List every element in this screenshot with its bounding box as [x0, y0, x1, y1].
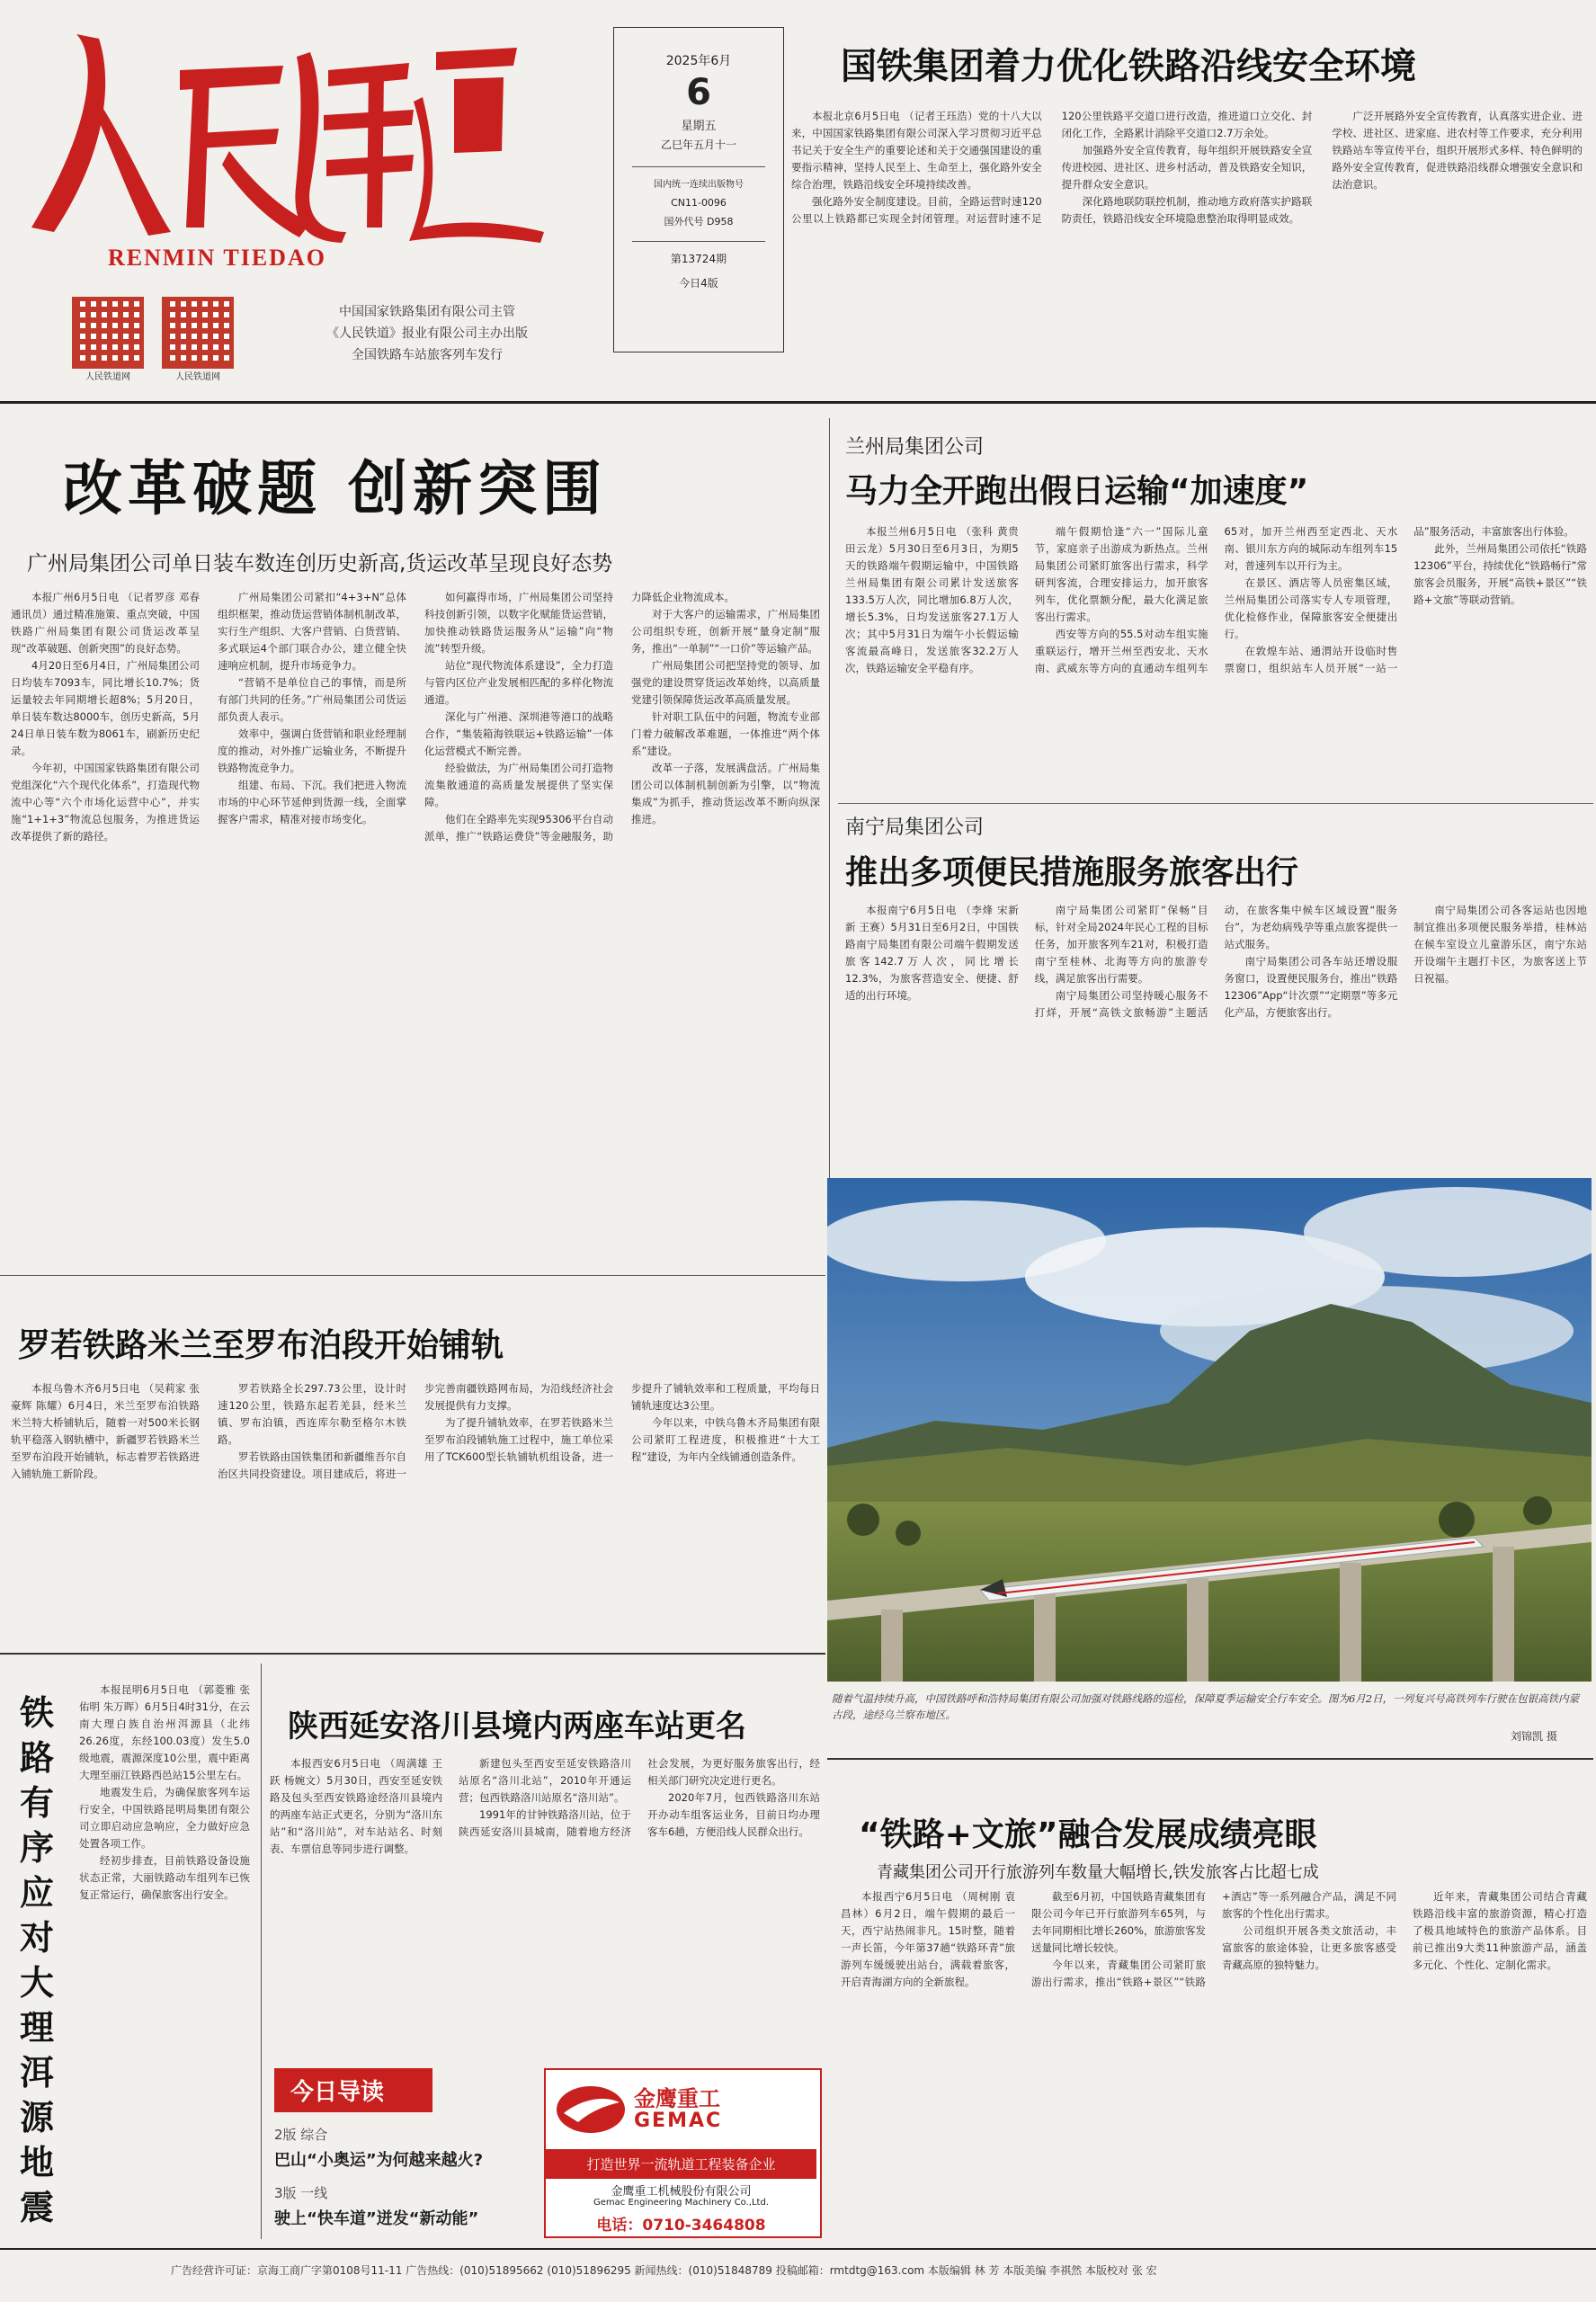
today-guide — [274, 2068, 535, 2235]
footer-rule — [0, 2248, 1596, 2250]
lanzhou-tag: 兰州局集团公司 — [845, 436, 985, 459]
section-rule — [0, 1653, 825, 1655]
qr-label: 人民铁道网 — [175, 372, 220, 382]
page-count: 今日4版 — [679, 277, 718, 290]
top-story-title: 国铁集团着力优化铁路沿线安全环境 — [841, 46, 1416, 87]
train-landscape-image — [827, 1178, 1592, 1682]
date-year-month: 2025年6月 — [665, 54, 732, 68]
luoruo-title: 罗若铁路米兰至罗布泊段开始铺轨 — [18, 1327, 504, 1364]
section-rule — [838, 803, 1593, 804]
gemac-ad[interactable] — [544, 2068, 822, 2238]
top-story-body: 本报北京6月5日电 （记者王珏浩）党的十八大以来，中国国家铁路集团有限公司深入学习贯彻习近平总书记关于安全生产的重要论述和关于交通强国建设的重要指示精神，坚持人民至上、生命至上，强化路外安全综合治理，铁路沿线安全环境持续改善。 强化路外安全制度建设。目前，全路运营时速120公里以上铁路都已实现全封闭管理。对运营时速不足120公里铁路平交道口进行改造，推进道口立交化、封闭化工作，全路累计消除平交道口2.7万余处。 加强路外安全宣传教育，每年组织开展铁路安全宣传进校园、进社区、进乡村活动，普及铁路安全知识，提升群众安全意识。 深化路地联防联控机制，推动地方政府落实护路联防责任，铁路沿线安全环境隐患整治取得明显成效。 广泛开展路外安全宣传教育，认真落实进企业、进学校、进社区、进家庭、进农村等工作要求，充分利用铁路站车等宣传平台，组织开展形式多样、特色鲜明的路外安全宣传教育，促进铁路沿线群众增强安全意识和法治意识。 — [791, 110, 1583, 225]
qr-code-icon — [162, 297, 234, 369]
guide-item[interactable] — [274, 2183, 535, 2229]
column-divider — [261, 1664, 262, 2239]
ad-brand-cn: 金鹰重工 — [634, 2086, 720, 2111]
code-label: 国内统一连续出版物号 — [654, 180, 744, 190]
issue-box — [613, 27, 784, 352]
ad-phone: 电话：0710-3464808 — [596, 2217, 766, 2235]
lead-story-subtitle: 广州局集团公司单日装车数连创历史新高,货运改革呈现良好态势 — [27, 552, 613, 576]
culture-title: “铁路+文旅”融合发展成绩亮眼 — [859, 1816, 1317, 1853]
quake-body: 本报昆明6月5日电 （郭菱雅 张佑明 朱万晖）6月5日4时31分，在云南大理白族自治州洱源县（北纬26.26度，东经100.03度）发生5.0级地震，震源深度10公里，震中距离大理至丽江铁路西邑站15公里左右。 地震发生后，为确保旅客列车运行安全，中国铁路昆明局集团有限公司立即启动应急响应，全力做好应急处置各项工作。 经初步排查，目前铁路设备设施状态正常，大丽铁路动车组列车已恢复正常运行，确保旅客出行安全。 — [79, 1683, 250, 1901]
luoruo-body: 本报乌鲁木齐6月5日电 （吴莉家 张豪辉 陈耀）6月4日，米兰至罗布泊铁路米兰特大桥铺轨后，随着一对500米长钢轨平稳落入钢轨槽中，新疆罗若铁路米兰至罗布泊段开始铺轨，标志着罗若铁路进入铺轨施工新阶段。 罗若铁路全长297.73公里，设计时速120公里，铁路东起若羌县，经米兰镇、罗布泊镇，西连库尔勒至格尔木铁路。 罗若铁路由国铁集团和新疆维吾尔自治区共同投资建设。项目建成后，将进一步完善南疆铁路网布局，为沿线经济社会发展提供有力支撑。 为了提升铺轨效率，在罗若铁路米兰至罗布泊段铺轨施工过程中，施工单位采用了TCK600型长轨铺轨机组设备，进一步提升了铺轨效率和工程质量，平均每日铺轨速度达3公里。 今年以来，中铁乌鲁木齐局集团有限公司紧盯工程进度，积极推进“十大工程”建设，为年内全线铺通创造条件。 — [11, 1382, 820, 1480]
ad-slogan: 打造世界一流轨道工程装备企业 — [546, 2149, 816, 2179]
eagle-logo-icon — [555, 2083, 627, 2137]
logo-pinyin: RENMIN TIEDAO — [108, 245, 326, 271]
culture-body: 本报西宁6月5日电 （周树刚 袁昌林）6月2日，端午假期的最后一天，西宁站热闹非凡。15时整，随着一声长笛，今年第37趟“铁路环青”旅游列车缓缓驶出站台，满载着旅客，开启青海湖方向的全新旅程。 截至6月初，中国铁路青藏集团有限公司今年已开行旅游列车65列，与去年同期相比增长260%，旅游旅客发送量同比增长较快。 今年以来，青藏集团公司紧盯旅游出行需求，推出“铁路+景区”“铁路+酒店”等一系列融合产品，满足不同旅客的个性化出行需求。 公司组织开展各类文旅活动，丰富旅客的旅途体验，让更多旅客感受青藏高原的独特魅力。 近年来，青藏集团公司结合青藏铁路沿线丰富的旅游资源，精心打造了极具地域特色的旅游产品体系。目前已推出9大类11种旅游产品，涵盖多元化、个性化、定制化需求。 — [841, 1890, 1587, 1988]
guide-item-text: 巴山“小奥运”为何越来越火? — [274, 2151, 484, 2170]
masthead — [0, 0, 1596, 403]
ad-brand-en: GEMAC — [634, 2110, 723, 2132]
photo-caption: 随着气温持续升高，中国铁路呼和浩特局集团有限公司加强对铁路线路的巡检，保障夏季运输安全行车安全。图为6月2日，一列复兴号高铁列车行驶在包银高铁内蒙古段，途经乌兰察布地区。 — [832, 1692, 1580, 1721]
logo-calligraphy — [13, 16, 553, 245]
lead-story-title: 改革破题 创新突围 — [63, 454, 607, 523]
masthead-rule — [0, 401, 1596, 404]
qr-code-icon — [72, 297, 144, 369]
lanzhou-body: 本报兰州6月5日电 （张科 黄贵 田云龙）5月30日至6月3日，为期5天的铁路端午假期运输中，中国铁路兰州局集团有限公司累计发送旅客133.5万人次，同比增加6.8万人次，增长5.3%，日均发送旅客27.1万人次；其中5月31日为端午小长假运输客流最高峰日，发送旅客32.2万人次，铁路运输安全平稳有序。 端午假期恰逢“六一”国际儿童节，家庭亲子出游成为新热点。兰州局集团公司紧盯旅客出行需求，科学研判客流，合理安排运力，加开旅客列车，优化票额分配，最大化满足旅客出行需求。 西安等方向的55.5对动车组实施重联运行，增开兰州至西安北、天水南、武威东等方向的直通动车组列车65对，加开兰州西至定西北、天水南、银川东方向的城际动车组列车15对，普速列车以开行为主。 在景区、酒店等人员密集区域，兰州局集团公司落实专人专项管理，优化检修作业，保障旅客安全便捷出行。 在敦煌车站、通渭站开设临时售票窗口，组织站车人员开展“一站一品”服务活动，丰富旅客出行体验。 此外，兰州局集团公司依托“铁路12306”平台，持续优化“铁路畅行”常旅客会员服务，开展“高铁+景区”“铁路+文旅”等联动营销。 — [845, 525, 1587, 674]
ad-company-en: Gemac Engineering Machinery Co.,Ltd. — [593, 2198, 769, 2208]
section-rule — [827, 1758, 1593, 1760]
train-photo — [827, 1178, 1592, 1682]
photo-credit: 刘锦凯 摄 — [1511, 1730, 1557, 1743]
lanzhou-title: 马力全开跑出假日运输“加速度” — [845, 473, 1309, 510]
footer-info: 广告经营许可证：京海工商广字第0108号11-11 广告热线：(010)51895662 (010)51896295 新闻热线：(010)51848789 投稿邮箱：rmtdtg@163.com 本版编辑 林 芳 本版美编 李祺然 本版校对 张 宏 — [171, 2264, 1157, 2277]
shaanxi-body: 本报西安6月5日电 （周满雄 王跃 杨婉文）5月30日，西安至延安铁路及包头至西安铁路途经洛川县境内的两座车站正式更名，分别为“洛川东站”和“洛川站”，对车站站名、时刻表、车票信息等同步进行调整。 新建包头至西安至延安铁路洛川站原名“洛川北站”，2010年开通运营；包西铁路洛川站原名“洛川站”。 1991年的甘钟铁路洛川站，位于陕西延安洛川县城南，随着地方经济社会发展，为更好服务旅客出行，经相关部门研究决定进行更名。 2020年7月，包西铁路洛川东站开办动车组客运业务，目前日均办理客车6趟，方便沿线人民群众出行。 — [270, 1757, 820, 1855]
date-day: 6 — [686, 72, 711, 113]
issue-number: 第13724期 — [670, 253, 727, 265]
section-rule — [0, 1275, 825, 1276]
guide-item-text: 驶上“快车道”迸发“新动能” — [274, 2209, 479, 2228]
nanning-title: 推出多项便民措施服务旅客出行 — [845, 854, 1299, 891]
cn-code: CN11-0096 — [671, 197, 727, 209]
lunar-date: 乙巳年五月十一 — [660, 138, 736, 151]
guide-item-page: 3版 一线 — [274, 2185, 328, 2201]
postal-code: 国外代号 D958 — [664, 216, 734, 228]
shaanxi-title: 陕西延安洛川县境内两座车站更名 — [288, 1709, 746, 1744]
guide-item-page: 2版 综合 — [274, 2127, 328, 2143]
nanning-tag: 南宁局集团公司 — [845, 816, 985, 839]
qr-label: 人民铁道网 — [85, 372, 130, 382]
nanning-body: 本报南宁6月5日电 （李烽 宋新新 王赛）5月31日至6月2日，中国铁路南宁局集团有限公司端午假期发送旅客142.7万人次，同比增长12.3%，为旅客营造安全、便捷、舒适的出行环境。 南宁局集团公司紧盯“保畅”目标，针对全局2024年民心工程的目标任务，加开旅客列车21对，积极打造南宁至桂林、北海等方向的旅游专线，满足旅客出行需要。 南宁局集团公司坚持暖心服务不打烊，开展“高铁文旅畅游”主题活动，在旅客集中候车区域设置“服务台”，为老幼病残孕等重点旅客提供一站式服务。 南宁局集团公司各车站还增设服务窗口，设置便民服务台，推出“铁路12306”App“计次票”“定期票”等多元化产品，方便旅客出行。 南宁局集团公司各客运站也因地制宜推出多项便民服务举措，桂林站在候车室设立儿童游乐区，南宁东站开设端午主题打卡区，为旅客送上节日祝福。 — [845, 904, 1587, 1019]
weekday: 星期五 — [681, 120, 717, 133]
lead-story-body: 本报广州6月5日电 （记者罗彦 邓春 通讯员）通过精准施策、重点突破，中国铁路广州局集团有限公司货运改革呈现“改革破题、创新突围”的良好态势。 4月20日至6月4日，广州局集团公司日均装车7093车，同比增长10.7%；货运量较去年同期增长超8%；5月20日，单日装车数达8000车，创历史新高，5月24日单日装车数为8061车，刷新历史纪录。 今年初，中国国家铁路集团有限公司党组深化“六个现代化体系”，打造现代物流中心等“六个市场化运营中心”，并实施“1+1+3”物流总包服务，为推进货运改革提供了新的路径。 广州局集团公司紧扣“4+3+N”总体组织框架，推动货运营销体制机制改革，实行生产组织、大客户营销、白货营销、多式联运4个部门联合办公，建立健全快速响应机制，提升市场竞争力。 “营销不是单位自己的事情，而是所有部门共同的任务。”广州局集团公司货运部负责人表示。 效率中，强调白货营销和职业经理制度的推动，对外推广运输业务，不断提升铁路物流竞争力。 组建、布局、下沉。我们把进入物流市场的中心环节延伸到货源一线，全面掌握客户需求，精准对接市场变化。 如何赢得市场，广州局集团公司坚持科技创新引领，以数字化赋能货运营销，加快推动铁路货运服务从“运输”向“物流”转型升级。 站位“现代物流体系建设”，全力打造与管内区位产业发展相匹配的多样化物流通道。 深化与广州港、深圳港等港口的战略合作，“集装箱海铁联运+铁路运输”一体化运营模式不断完善。 经验做法，为广州局集团公司打造物流集散通道的高质量发展提供了坚实保障。 他们在全路率先实现95306平台自动派单，推广“铁路运费贷”等金融服务，助力降低企业物流成本。 对于大客户的运输需求，广州局集团公司组织专班，创新开展“量身定制”服务，推出“一单制”“一口价”等运输产品。 广州局集团公司把坚持党的领导、加强党的建设贯穿货运改革始终，以高质量党建引领保障货运改革高质量发展。 针对职工队伍中的问题，物流专业部门着力破解改革难题，一体推进“两个体系”建设。 改革一子落，发展满盘活。广州局集团公司以体制机制创新为引擎，以“物流集成”为抓手，推动货运改革不断向纵深推进。 — [11, 591, 820, 843]
ad-company-cn: 金鹰重工机械股份有限公司 — [611, 2185, 752, 2199]
guide-item[interactable] — [274, 2125, 535, 2171]
culture-subtitle: 青藏集团公司开行旅游列车数量大幅增长,铁发旅客占比超七成 — [877, 1863, 1319, 1882]
publisher-info: 中国国家铁路集团有限公司主管 《人民铁道》报业有限公司主办出版 全国铁路车站旅客列车发行 — [326, 305, 528, 362]
quake-title: 铁路有序应对大理洱源地震 — [20, 1693, 55, 2227]
guide-title: 今日导读 — [274, 2068, 432, 2112]
